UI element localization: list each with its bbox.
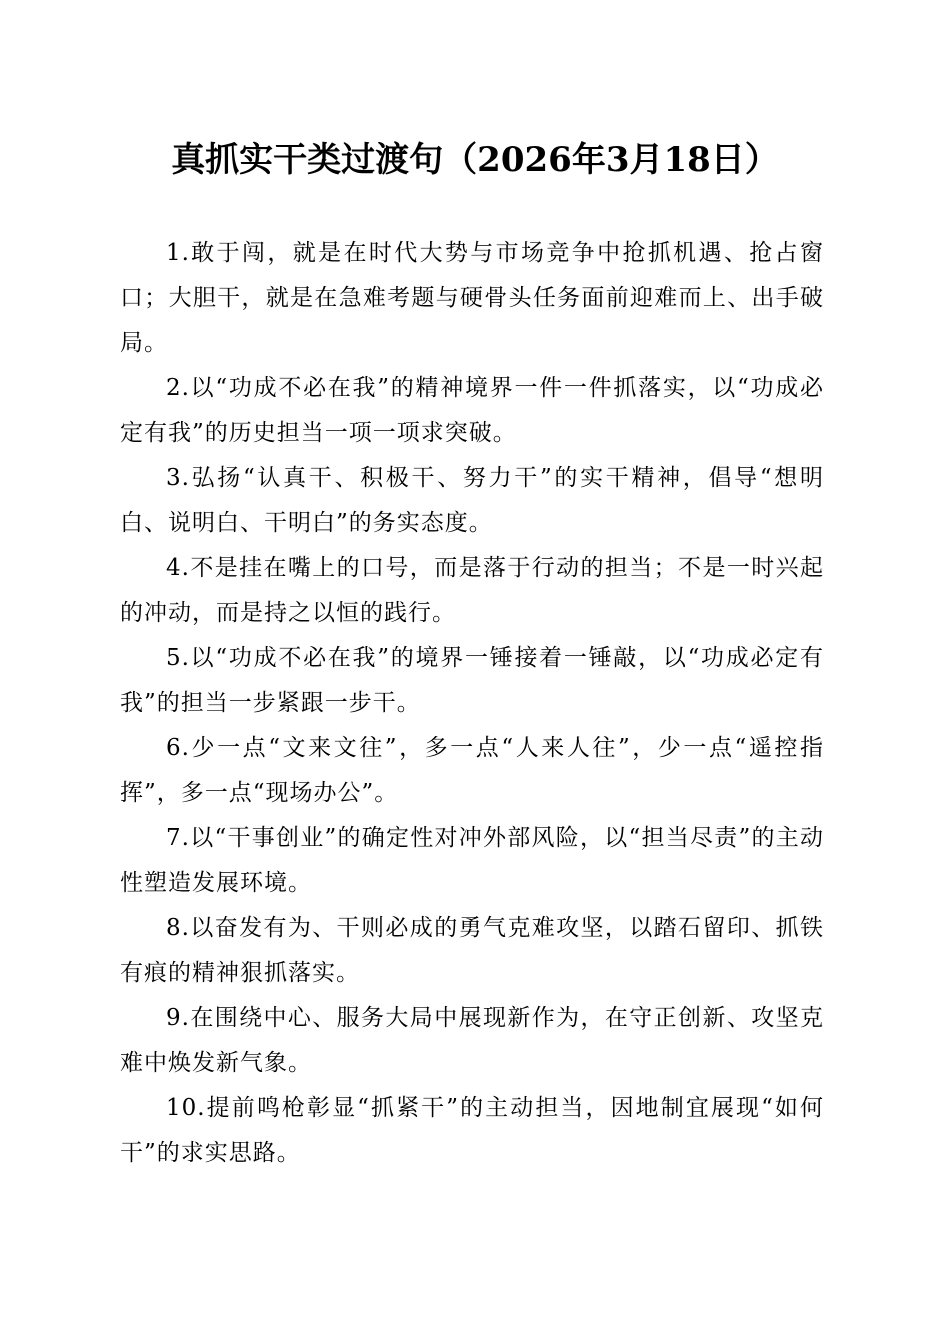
paragraph-4: 4.不是挂在嘴上的口号，而是落于行动的担当；不是一时兴起的冲动，而是持之以恒的践行。 [120,555,824,626]
paragraph-6: 6.少一点“文来文往”，多一点“人来人往”，少一点“遥控指挥”，多一点“现场办公”。 [120,735,824,806]
paragraph-7: 7.以“干事创业”的确定性对冲外部风险，以“担当尽责”的主动性塑造发展环境。 [120,825,824,896]
paragraph-10: 10.提前鸣枪彰显“抓紧干”的主动担当，因地制宜展现“如何干”的求实思路。 [120,1095,824,1166]
paragraph-3: 3.弘扬“认真干、积极干、努力干”的实干精神，倡导“想明白、说明白、干明白”的务实态度。 [120,465,824,536]
document-body [120,231,824,1176]
paragraph-5: 5.以“功成不必在我”的境界一锤接着一锤敲，以“功成必定有我”的担当一步紧跟一步干。 [120,645,824,716]
document-title: 真抓实干类过渡句（2026年3月18日） [171,140,779,180]
paragraph-9: 9.在围绕中心、服务大局中展现新作为，在守正创新、攻坚克难中焕发新气象。 [120,1005,824,1076]
paragraph-2: 2.以“功成不必在我”的精神境界一件一件抓落实，以“功成必定有我”的历史担当一项一项求突破。 [120,375,824,446]
paragraph-8: 8.以奋发有为、干则必成的勇气克难攻坚，以踏石留印、抓铁有痕的精神狠抓落实。 [120,915,824,986]
paragraph-1: 1.敢于闯，就是在时代大势与市场竞争中抢抓机遇、抢占窗口；大胆干，就是在急难考题与硬骨头任务面前迎难而上、出手破局。 [120,240,824,356]
